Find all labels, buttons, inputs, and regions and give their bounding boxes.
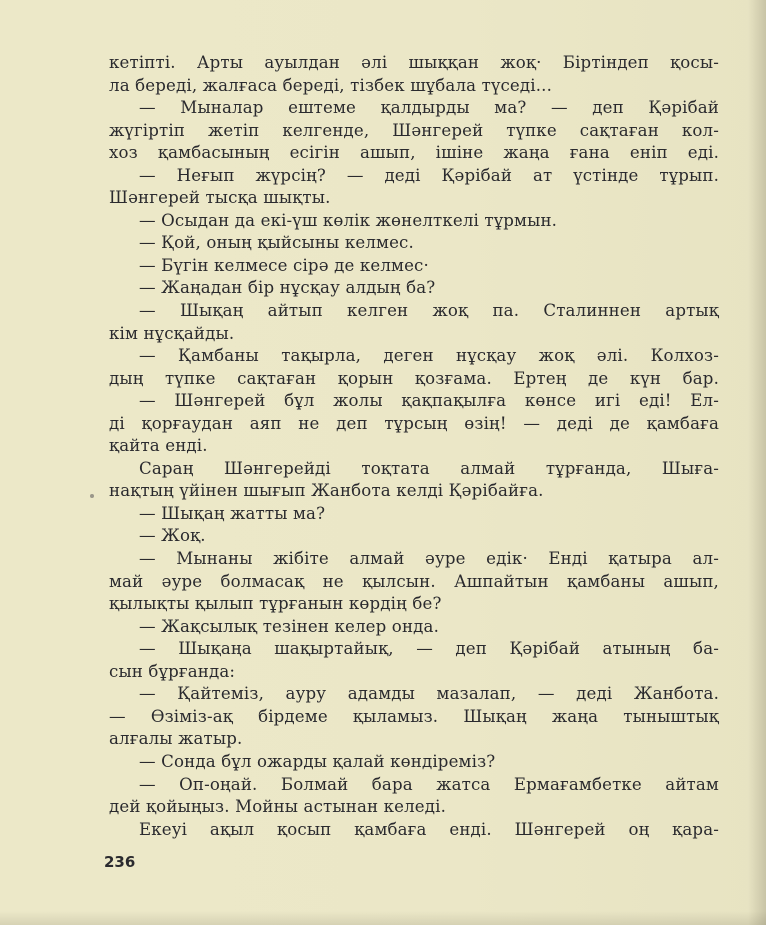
text-line: — Шықаңа шақыртайық, — деп Қәрібай атының ба- (139, 639, 719, 659)
text-line: — Жоқ. (139, 526, 206, 546)
text-line: — Қайтеміз, ауру адамды мазалап, — деді Жанбота. (139, 684, 719, 704)
text-line: жүгіртіп жетіп келгенде, Шәнгерей түпке сақтаған кол- (109, 120, 719, 140)
text-line: нақтың үйінен шығып Жанбота келді Қәрібайға. (109, 481, 544, 501)
text-line: дың түпке сақтаған қорын қозғама. Ертең де күн бар. (109, 368, 719, 388)
page-number: 236 (104, 853, 136, 871)
text-line: — Өзіміз-ақ бірдеме қыламыз. Шықаң жаңа тыныштық (109, 706, 719, 726)
text-line: — Жақсылық тезінен келер онда. (139, 616, 439, 636)
text-line: Шәнгерей тысқа шықты. (109, 188, 331, 208)
text-line: — Неғып жүрсің? — деді Қәрібай ат үстінде тұрып. (139, 165, 719, 185)
page-bottom-shadow (0, 911, 766, 925)
body-text (109, 52, 719, 841)
text-line: хоз қамбасының есігін ашып, ішіне жаңа ғана еніп еді. (109, 143, 719, 163)
text-line: ла береді, жалғаса береді, тізбек шұбала түседі... (109, 75, 553, 95)
text-line: — Жаңадан бір нұсқау алдың ба? (139, 278, 436, 298)
page-edge-shadow (748, 0, 766, 925)
text-line: — Шәнгерей бұл жолы қақпақылға көнсе игі еді! Ел- (139, 391, 719, 411)
text-line: — Мынаны жібіте алмай әуре едік· Енді қатыра ал- (139, 549, 719, 569)
text-line: Сараң Шәнгерейді тоқтата алмай тұрғанда, Шыға- (139, 458, 719, 478)
text-line: — Қамбаны тақырла, деген нұсқау жоқ әлі. Колхоз- (139, 346, 719, 366)
text-line: — Осыдан да екі-үш көлік жөнелткелі тұрмын. (139, 210, 558, 230)
text-line: — Шықаң айтып келген жоқ па. Сталиннен артық (139, 301, 719, 321)
text-line: кім нұсқайды. (109, 323, 235, 343)
text-line: — Қой, оның қыйсыны келмес. (139, 233, 414, 253)
text-line: — Сонда бұл ожарды қалай көндіреміз? (139, 751, 496, 771)
text-line: дей қойыңыз. Мойны астынан келеді. (109, 797, 447, 817)
text-line: қылықты қылып тұрғанын көрдің бе? (109, 594, 442, 614)
text-line: ді қорғаудан аяп не деп тұрсың өзің! — деді де қамбаға (109, 413, 719, 433)
text-line: — Оп-оңай. Болмай бара жатса Ермағамбетке айтам (139, 774, 719, 794)
text-line: кетіпті. Арты ауылдан әлі шыққан жоқ· Біртіндеп қосы- (109, 53, 719, 72)
text-line: сын бұрғанда: (109, 661, 236, 681)
text-line: қайта енді. (109, 436, 208, 456)
text-line: алғалы жатыр. (109, 729, 243, 749)
text-line: май әуре болмасақ не қылсын. Ашпайтын қамбаны ашып, (109, 571, 719, 591)
text-line: — Бүгін келмесе сірә де келмес· (139, 255, 429, 275)
text-line: — Мыналар ештеме қалдырды ма? — деп Қәрібай (139, 98, 719, 118)
text-line: — Шықаң жатты ма? (139, 503, 326, 523)
margin-speck (90, 494, 94, 498)
text-line: Екеуі ақыл қосып қамбаға енді. Шәнгерей оң қара- (139, 819, 719, 839)
